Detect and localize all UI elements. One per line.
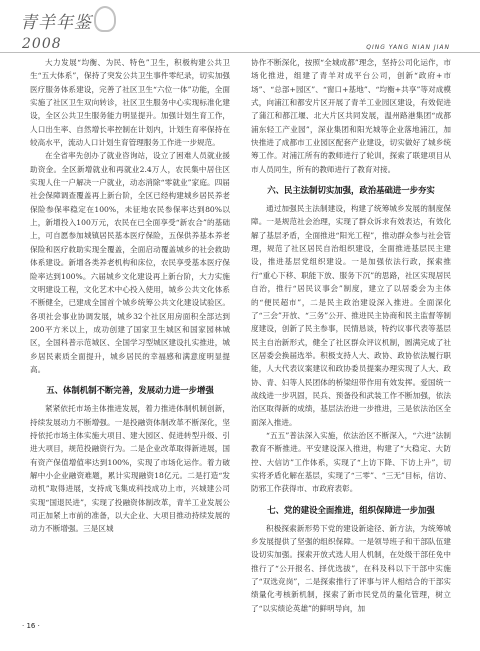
body-paragraph: 通过加强民主法制建设，构建了统筹城乡发展的制度保障。一是规范社会治理，实现了群众诉求有效表达，有效化解了基层矛盾，全面推进“阳光工程”，推动群众参与社会管理，规范了社区居民自治组织建设，全面推进基层民主建设，推进基层党组织建设。一是加强依法行政，探索推行“重心下移、职能下放、服务下沉”的思路，社区实现居民自治，推行“居民议事会”制度，建立了以居委会为主体的“便民超市”，二是民主政治建设深入推进。全面深化了“三会”开放、“三务”公开、推进民主协商和民主监督等制度建设，创新了民主参事，民情恳谈，特约议事代表等基层民主自治新形式，健全了社区群众评议机制，圆满完成了社区居委会换届选举。积极支持人大、政协、政协依法履行职能，人大代表议案建议和政协委员提案办理实现了人大、政协、青、妇等人民团体的桥梁纽带作用有效发挥。爱国统一战线进一步巩固，民兵、预备役和武装工作不断加强，依法治区取得新的成绩，基层法治进一步推进，三是依法治区全面深入推进。 — [251, 204, 451, 427]
yearbook-logo — [20, 8, 92, 52]
page-number: · 16 · — [22, 622, 40, 630]
body-paragraph: 在全省率先创办了就业咨询站，设立了困难人员就业援助资金。全区新增就业和再就业2.4万人，农民集中居住区实现人住一户解决一户就业，动态消除“零就业”家庭。四届社会保障调查覆盖再上新台阶，全区已经构建城乡居民养老保险参保率稳定在100%，未征地农民参保率达到80%以上，新增投入100万元，农民在已全面享受“新农合”的基础上，可自愿参加城镇居民基本医疗保险，五保供养基本养老保险和医疗救助实现全覆盖，全面启动覆盖城乡的社会救助体系建设。新增各类养老机构和床位，农民享受基本医疗保险率达到100%。六届城乡文化建设再上新台阶，大力实施文明建设工程，文化艺术中心投入使用，城乡公共文化体系不断健全，已建成全国首个城乡统筹公共文化建设试验区。各项社会事业协调发展，城乡32个社区用房面积全部达到200平方米以上，成功创建了国家卫生城区和国家园林城区，全国科普示范城区、全国学习型城区建设扎实推进，城乡居民素质全面提升，城乡居民的幸福感和满意度明显提高。 — [30, 151, 230, 374]
body-paragraph: 紧紧依托市场主体推进发展，着力推进体制机制创新，持续发展动力不断增强。一是投融资体制改革不断深化，坚持依托市场主体实施大项目、建大园区、促进转型升级、引进大项目，规范投融资行为。二是企业改革取得新进展，国有资产保值增值率达到100%，实现了市场化运作。着力破解中小企业融资难题，累计实现融资18亿元。二是打造“发动机”取得进展，支持成飞集成科技成功上市，兴城建公司实现“国退民进”，实现了投融资体制改革，青羊工业发展公司正加紧上市前的准备，以大企业、大项目推动持续发展的动力不断增强。三是区城 — [30, 404, 230, 534]
body-paragraph: 协作不断深化，按照“全城成都”理念，坚持公司化运作，市场化推进，组建了青羊对成平台公司，创新“政府+市场”、“总部+园区”、“窗口+基地”、“均衡+共享”等对成模式，向浦江和都安片区开展了青羊工业园区建设，有效促进了蒲江和都江堰、北大片区共同发展，温州路港集团“成都浦东轻工产业园”，深业集团和阳光城等企业落地浦江，加快推进了成都市工业园区配套产业建设，切实做好了城乡统筹工作。对浦江所有的教师进行了轮训，探索了联建项目从市人员同生，所有的教师进行了教育对接。 — [251, 58, 451, 174]
left-column — [30, 56, 230, 618]
right-column — [251, 56, 451, 618]
body-paragraph: 积极探索新形势下党的建设新途径、新方法，为统筹城乡发展提供了坚强的组织保障。一是领导班子和干部队伍建设切实加强。探索开放式选人用人机制，在处级干部任免中推行了“公开报名、择优选拔”，在科及科以下干部中实施了“双选竞岗”，二是探索推行了评事与评人相结合的干部实绩量化考核新机制，探索了新市民党员的量化管理，树立了“以实绩论英雄”的鲜明导向，加 — [251, 523, 451, 613]
yearbook-title: 青羊年鉴 — [20, 13, 92, 33]
body-paragraph: “五五”普法深入实施，依法治区不断深入，“六进”法制教育不断推进。平安建设深入推进，构建了“大稳定、大防控、大信访”工作体系，实现了“上访下降、下访上升”，切实将矛盾化解在基层，实现了“三零”、“三无”目标，信访、防邪工作获得市、市政府表彰。 — [251, 430, 451, 494]
edition-running-head: QING YANG NIAN JIAN — [366, 44, 450, 51]
section-heading: 六、民主法制切实加强，政治基础进一步夯实 — [267, 185, 435, 196]
yearbook-year: 2008 — [22, 36, 62, 52]
section-heading: 七、党的建设全面推进，组织保障进一步加强 — [267, 504, 435, 515]
logo-ornament-icon — [94, 6, 116, 32]
section-heading: 五、体制机制不断完善，发展动力进一步增强 — [46, 385, 214, 396]
page-header — [0, 0, 480, 53]
body-paragraph: 大力发展“均衡、为民、特色”卫生，积极构建公共卫生“五大体系”，保持了突发公共卫生事件零纪录，切实加强医疗服务体系建设，完善了社区卫生“六位一体”功能，全面实施了社区卫生双向转诊，社区卫生服务中心实现标准化建设，全区公共卫生服务能力明显提升。加强计划生育工作，人口出生率、自然增长率控制在计划内，计划生育率保持在较高水平，流动人口计划生育管理服务工作进一步规范。 — [30, 58, 230, 148]
